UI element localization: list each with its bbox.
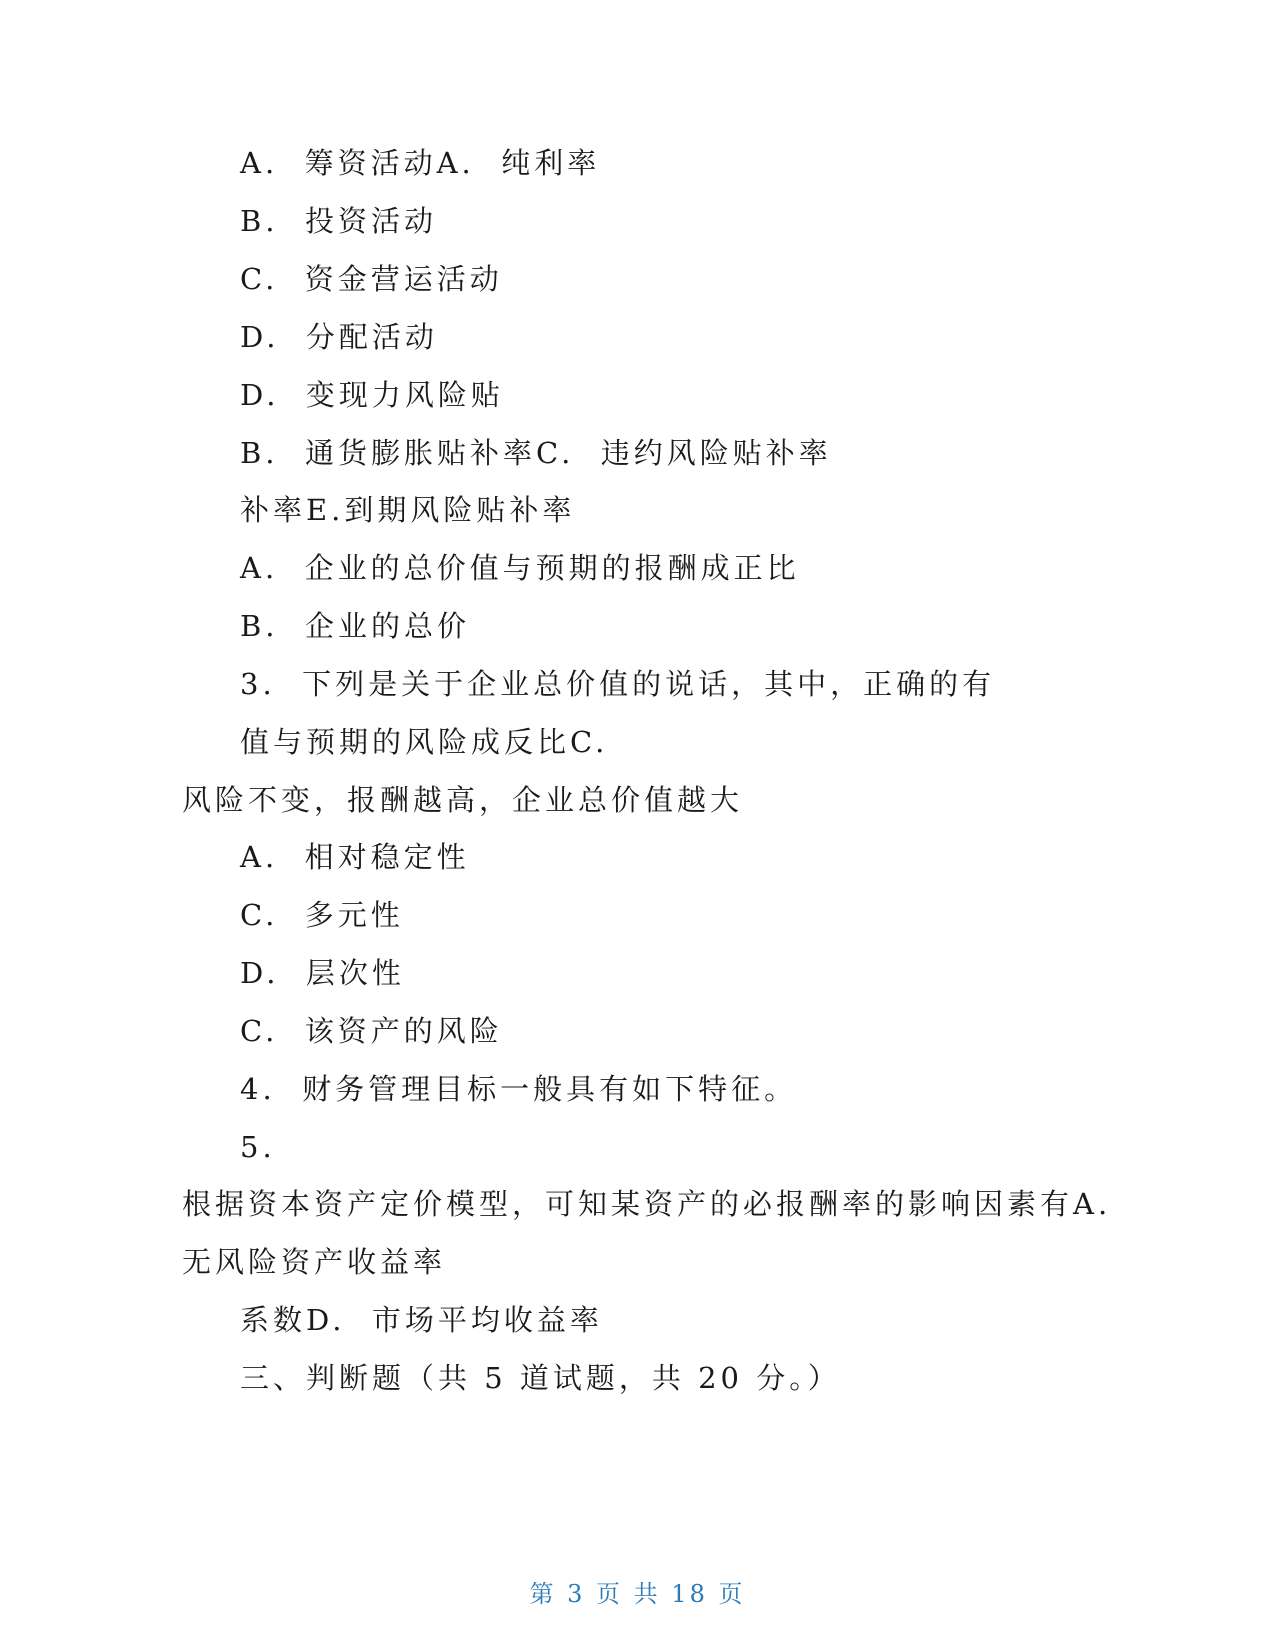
- text-line: A. 企业的总价值与预期的报酬成正比: [240, 551, 800, 585]
- text-line: D. 变现力风险贴: [240, 378, 504, 412]
- text-line: B. 企业的总价: [240, 609, 470, 643]
- question-5: 5.: [240, 1130, 276, 1164]
- text-line: B. 投资活动: [240, 204, 437, 238]
- text-line: B. 通货膨胀贴补率C. 违约风险贴补率: [240, 436, 832, 470]
- text-line: D. 分配活动: [240, 320, 438, 354]
- text-line: C. 资金营运活动: [240, 262, 503, 296]
- question-4: 4. 财务管理目标一般具有如下特征。: [240, 1072, 798, 1106]
- text-line: 值与预期的风险成反比C.: [240, 725, 609, 759]
- text-line: 补率E.到期风险贴补率: [240, 493, 576, 527]
- text-line: D. 层次性: [240, 956, 405, 990]
- text-line: 系数D. 市场平均收益率: [240, 1303, 603, 1337]
- text-line: 风险不变，报酬越高，企业总价值越大: [182, 783, 744, 817]
- text-line: 无风险资产收益率: [182, 1245, 447, 1279]
- text-line: A. 筹资活动A. 纯利率: [240, 146, 601, 180]
- text-line: 根据资本资产定价模型，可知某资产的必报酬率的影响因素有A.: [182, 1187, 1112, 1221]
- text-line: A. 相对稳定性: [240, 840, 470, 874]
- text-line: C. 该资产的风险: [240, 1014, 503, 1048]
- page-footer: 第 3 页 共 18 页: [529, 1580, 746, 1608]
- question-3: 3. 下列是关于企业总价值的说话，其中，正确的有: [240, 667, 996, 701]
- text-line: C. 多元性: [240, 898, 404, 932]
- section-heading: 三、判断题（共 5 道试题，共 20 分。）: [240, 1361, 841, 1395]
